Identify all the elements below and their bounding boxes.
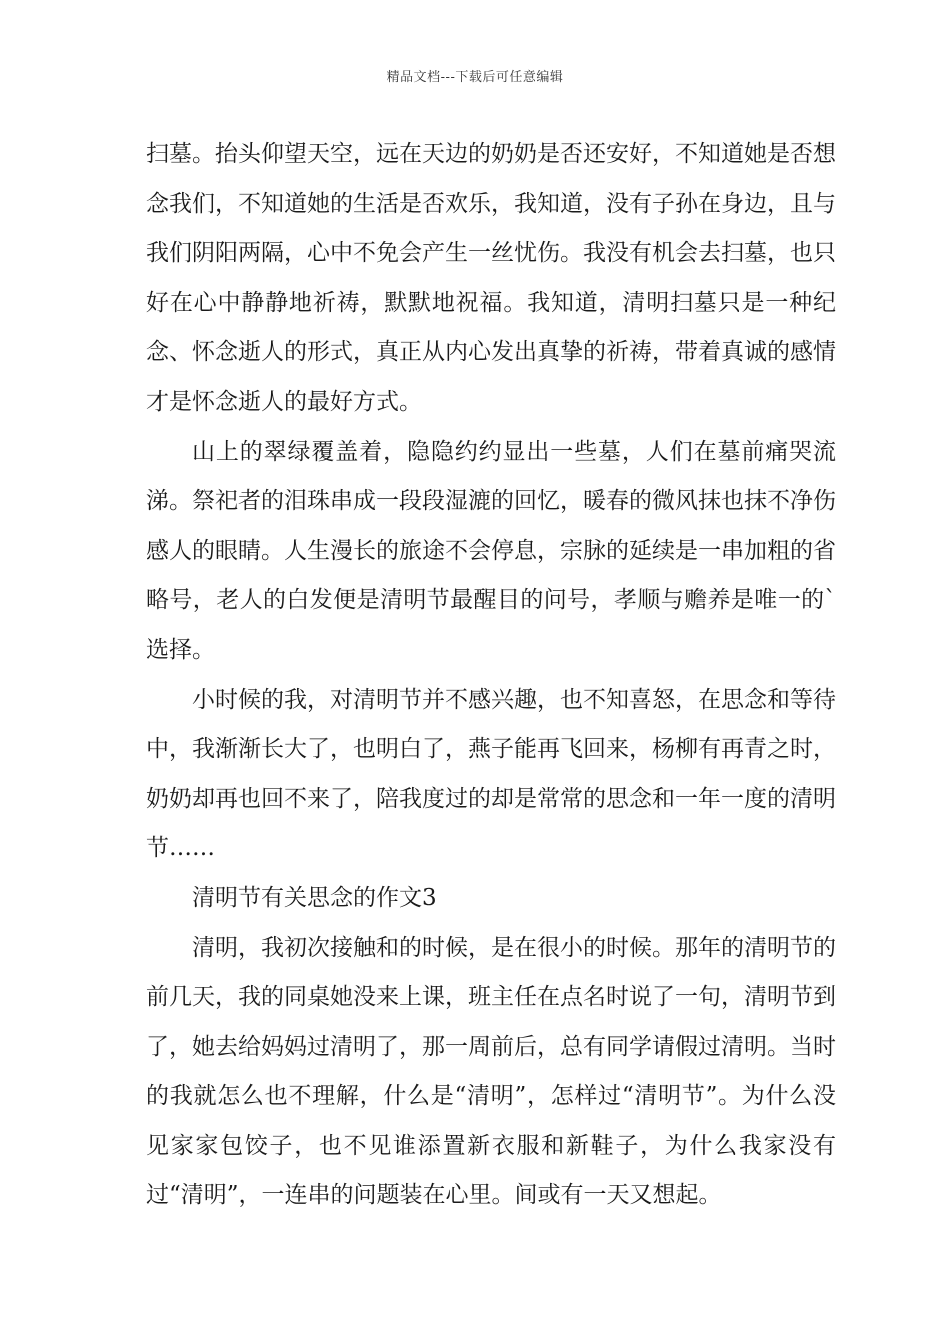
paragraph: 扫墓。抬头仰望天空，远在天边的奶奶是否还安好，不知道她是否想念我们，不知道她的生活是否欢乐，我知道，没有子孙在身边，且与我们阴阳两隔，心中不免会产生一丝忧伤。我没有机会去扫墓，也只好在心中静静地祈祷，默默地祝福。我知道，清明扫墓只是一种纪念、怀念逝人的形式，真正从内心发出真挚的祈祷，带着真诚的感情才是怀念逝人的最好方式。 (146, 141, 836, 415)
paragraph: 山上的翠绿覆盖着，隐隐约约显出一些墓，人们在墓前痛哭流涕。祭祀者的泪珠串成一段段湿漉的回忆，暖春的微风抹也抹不净伤感人的眼睛。人生漫长的旅途不会停息，宗脉的延续是一串加粗的省略号，老人的白发便是清明节最醒目的问号，孝顺与赡养是唯一的`选择。 (146, 438, 836, 663)
paragraph: 小时候的我，对清明节并不感兴趣，也不知喜怒，在思念和等待中，我渐渐长大了，也明白了，燕子能再飞回来，杨柳有再青之时，奶奶却再也回不来了，陪我度过的却是常常的思念和一年一度的清明节…… (146, 686, 836, 862)
section-heading: 清明节有关思念的作文3 (192, 884, 437, 911)
page-header: 精品文档---下载后可任意编辑 (386, 70, 564, 85)
paragraph: 清明，我初次接触和的时候，是在很小的时候。那年的清明节的前几天，我的同桌她没来上课，班主任在点名时说了一句，清明节到了，她去给妈妈过清明了，那一周前后，总有同学请假过清明。当时的我就怎么也不理解，什么是“清明”，怎样过“清明节”。为什么没见家家包饺子，也不见谁添置新衣服和新鞋子，为什么我家没有过“清明”，一连串的问题装在心里。间或有一天又想起。 (146, 934, 836, 1209)
document-body (146, 130, 836, 1221)
